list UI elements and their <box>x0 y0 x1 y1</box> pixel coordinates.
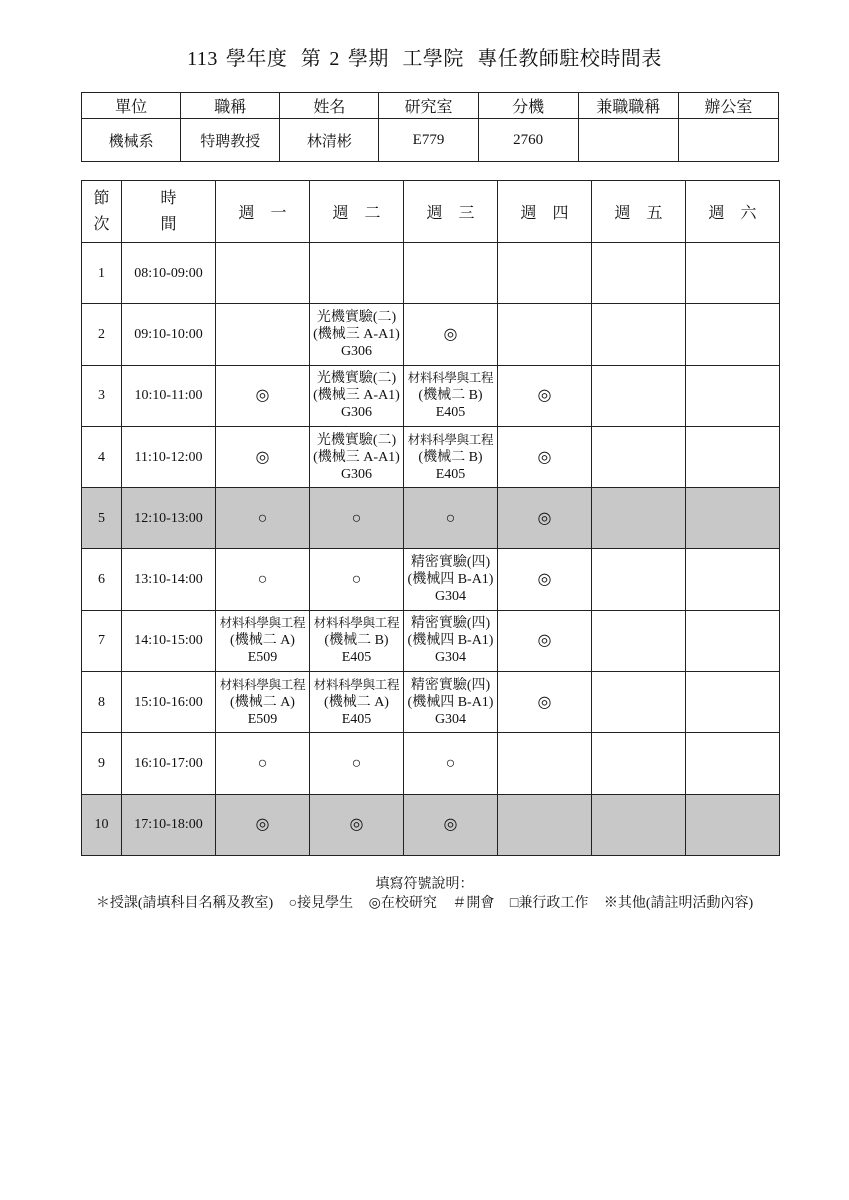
schedule-cell <box>404 426 498 487</box>
header-period-line2: 次 <box>93 215 110 233</box>
time-cell: 09:10-10:00 <box>122 304 216 365</box>
cell-text-line: (機械三 A-A1) <box>313 326 400 342</box>
header-day-mon: 週 一 <box>216 181 310 243</box>
table-row <box>82 365 780 426</box>
schedule-cell <box>404 243 498 304</box>
status-symbol: ◎ <box>255 387 270 405</box>
schedule-cell <box>686 426 780 487</box>
schedule-cell <box>498 426 592 487</box>
table-row <box>82 243 780 304</box>
cell-text-line: 精密實驗(四) <box>410 555 491 571</box>
schedule-cell <box>404 304 498 365</box>
schedule-cell <box>686 488 780 549</box>
info-header-parttime-title: 兼職職稱 <box>578 93 678 119</box>
cell-text-line: E405 <box>341 650 372 666</box>
period-cell: 5 <box>82 488 122 549</box>
title-college: 工學院 <box>402 48 464 70</box>
time-cell: 14:10-15:00 <box>122 610 216 671</box>
schedule-cell <box>592 733 686 794</box>
title-term: 2 <box>329 48 340 70</box>
time-cell: 17:10-18:00 <box>122 794 216 855</box>
cell-text-line: (機械二 A) <box>230 694 295 710</box>
cell-text-line: 材料科學與工程 <box>219 616 306 631</box>
info-value-name: 林清彬 <box>280 119 379 162</box>
schedule-cell <box>310 672 404 733</box>
status-symbol: ○ <box>351 571 362 589</box>
cell-text-line: (機械二 A) <box>230 633 295 649</box>
cell-text-line: 精密實驗(四) <box>410 616 491 632</box>
schedule-cell <box>592 243 686 304</box>
info-value-parttime-title <box>578 119 678 162</box>
title-term-prefix: 第 <box>300 48 322 70</box>
legend-title: 填寫符號說明： <box>375 877 474 892</box>
status-symbol: ○ <box>445 509 456 527</box>
info-header-admin-office: 辦公室 <box>678 93 778 119</box>
schedule-cell <box>498 304 592 365</box>
schedule-cell <box>498 243 592 304</box>
cell-text-line: (機械二 B) <box>418 449 483 465</box>
header-time-line2: 間 <box>160 215 177 233</box>
cell-text-line: 材料科學與工程 <box>407 432 494 447</box>
cell-text-line: (機械二 B) <box>324 633 389 649</box>
period-cell: 2 <box>82 304 122 365</box>
schedule-cell <box>498 610 592 671</box>
schedule-cell <box>686 304 780 365</box>
cell-text-line: E509 <box>247 711 278 727</box>
schedule-table <box>81 180 780 856</box>
legend-item-meeting-students: ○接見學生 <box>288 896 354 911</box>
info-value-office: E779 <box>379 119 478 162</box>
schedule-cell <box>310 243 404 304</box>
legend-item-other: ※其他(請註明活動內容) <box>603 896 754 911</box>
status-symbol: ◎ <box>537 448 552 466</box>
schedule-body <box>82 243 780 856</box>
schedule-cell <box>592 672 686 733</box>
schedule-cell <box>310 365 404 426</box>
table-row <box>82 672 780 733</box>
legend-item-teaching: ＊授課(請填科目名稱及教室) <box>95 896 274 911</box>
status-symbol: ◎ <box>255 816 270 834</box>
time-cell: 10:10-11:00 <box>122 365 216 426</box>
info-value-extension: 2760 <box>478 119 578 162</box>
cell-text-line: (機械三 A-A1) <box>313 388 400 404</box>
cell-text-line: G306 <box>340 343 373 359</box>
cell-text-line: E405 <box>435 405 466 421</box>
time-cell: 08:10-09:00 <box>122 243 216 304</box>
period-cell: 6 <box>82 549 122 610</box>
table-row <box>82 610 780 671</box>
cell-text-line: 材料科學與工程 <box>407 371 494 386</box>
table-row <box>82 488 780 549</box>
schedule-cell <box>216 243 310 304</box>
schedule-cell <box>592 549 686 610</box>
schedule-cell <box>310 733 404 794</box>
schedule-cell <box>310 549 404 610</box>
status-symbol: ◎ <box>537 387 552 405</box>
schedule-cell <box>498 488 592 549</box>
schedule-cell <box>216 733 310 794</box>
header-time-line1: 時 <box>160 189 177 207</box>
schedule-cell <box>404 733 498 794</box>
schedule-cell <box>592 426 686 487</box>
info-header-title: 職稱 <box>181 93 280 119</box>
info-header-office: 研究室 <box>379 93 478 119</box>
status-symbol: ◎ <box>349 816 364 834</box>
header-day-thu: 週 四 <box>498 181 592 243</box>
schedule-cell <box>310 426 404 487</box>
legend-item-meeting: ＃開會 <box>452 896 495 911</box>
cell-text-line: 材料科學與工程 <box>313 616 400 631</box>
cell-text-line: (機械二 B) <box>418 388 483 404</box>
info-value-row <box>82 119 779 162</box>
schedule-cell <box>498 794 592 855</box>
schedule-cell <box>686 733 780 794</box>
legend-item-admin: □兼行政工作 <box>509 896 589 911</box>
schedule-cell <box>310 488 404 549</box>
schedule-cell <box>404 549 498 610</box>
info-header-row <box>82 93 779 119</box>
schedule-cell <box>686 672 780 733</box>
status-symbol: ○ <box>257 755 268 773</box>
header-day-sat: 週 六 <box>686 181 780 243</box>
info-value-unit: 機械系 <box>82 119 181 162</box>
schedule-cell <box>310 304 404 365</box>
header-time <box>122 181 216 243</box>
header-day-fri: 週 五 <box>592 181 686 243</box>
schedule-cell <box>216 610 310 671</box>
cell-text-line: 精密實驗(四) <box>410 677 491 693</box>
cell-text-line: 材料科學與工程 <box>313 677 400 692</box>
schedule-cell <box>216 304 310 365</box>
period-cell: 10 <box>82 794 122 855</box>
page-title <box>0 42 849 71</box>
status-symbol: ◎ <box>443 325 458 343</box>
schedule-cell <box>404 488 498 549</box>
schedule-cell <box>592 304 686 365</box>
cell-text-line: 材料科學與工程 <box>219 677 306 692</box>
schedule-cell <box>686 610 780 671</box>
status-symbol: ◎ <box>537 509 552 527</box>
title-term-suffix: 學期 <box>347 48 389 70</box>
status-symbol: ◎ <box>443 816 458 834</box>
period-cell: 8 <box>82 672 122 733</box>
status-symbol: ◎ <box>537 632 552 650</box>
schedule-cell <box>404 365 498 426</box>
table-row <box>82 549 780 610</box>
schedule-cell <box>498 733 592 794</box>
header-period <box>82 181 122 243</box>
schedule-cell <box>404 672 498 733</box>
schedule-cell <box>686 365 780 426</box>
legend <box>0 892 849 912</box>
cell-text-line: G304 <box>434 589 467 605</box>
schedule-cell <box>216 794 310 855</box>
title-year: 113 <box>187 48 218 70</box>
cell-text-line: 光機實驗(二) <box>316 371 397 387</box>
cell-text-line: 光機實驗(二) <box>316 432 397 448</box>
table-row <box>82 794 780 855</box>
status-symbol: ◎ <box>537 693 552 711</box>
cell-text-line: (機械四 B-A1) <box>407 572 494 588</box>
table-row <box>82 304 780 365</box>
status-symbol: ○ <box>351 509 362 527</box>
status-symbol: ○ <box>351 755 362 773</box>
cell-text-line: G304 <box>434 650 467 666</box>
schedule-cell <box>592 488 686 549</box>
header-day-tue: 週 二 <box>310 181 404 243</box>
schedule-cell <box>498 672 592 733</box>
schedule-cell <box>216 549 310 610</box>
schedule-header-row <box>82 181 780 243</box>
title-doc-name: 專任教師駐校時間表 <box>477 48 662 70</box>
cell-text-line: (機械二 A) <box>324 694 389 710</box>
cell-text-line: (機械四 B-A1) <box>407 694 494 710</box>
schedule-cell <box>498 365 592 426</box>
cell-text-line: (機械三 A-A1) <box>313 449 400 465</box>
schedule-cell <box>592 610 686 671</box>
cell-text-line: G306 <box>340 466 373 482</box>
schedule-cell <box>404 794 498 855</box>
schedule-cell <box>498 549 592 610</box>
period-cell: 3 <box>82 365 122 426</box>
schedule-cell <box>404 610 498 671</box>
status-symbol: ◎ <box>537 571 552 589</box>
schedule-cell <box>686 243 780 304</box>
cell-text-line: 光機實驗(二) <box>316 309 397 325</box>
info-table <box>81 92 779 162</box>
period-cell: 9 <box>82 733 122 794</box>
info-header-unit: 單位 <box>82 93 181 119</box>
period-cell: 4 <box>82 426 122 487</box>
header-day-wed: 週 三 <box>404 181 498 243</box>
schedule-cell <box>216 488 310 549</box>
schedule-cell <box>592 794 686 855</box>
cell-text-line: E509 <box>247 650 278 666</box>
cell-text-line: E405 <box>341 711 372 727</box>
time-cell: 13:10-14:00 <box>122 549 216 610</box>
time-cell: 11:10-12:00 <box>122 426 216 487</box>
schedule-cell <box>310 794 404 855</box>
schedule-cell <box>216 365 310 426</box>
header-period-line1: 節 <box>93 189 110 207</box>
cell-text-line: E405 <box>435 466 466 482</box>
info-header-extension: 分機 <box>478 93 578 119</box>
table-row <box>82 733 780 794</box>
time-cell: 16:10-17:00 <box>122 733 216 794</box>
cell-text-line: (機械四 B-A1) <box>407 633 494 649</box>
schedule-cell <box>686 549 780 610</box>
schedule-cell <box>216 426 310 487</box>
time-cell: 12:10-13:00 <box>122 488 216 549</box>
period-cell: 7 <box>82 610 122 671</box>
info-value-title: 特聘教授 <box>181 119 280 162</box>
status-symbol: ◎ <box>255 448 270 466</box>
legend-item-research: ◎在校研究 <box>368 896 437 911</box>
schedule-cell <box>310 610 404 671</box>
status-symbol: ○ <box>257 571 268 589</box>
schedule-cell <box>686 794 780 855</box>
cell-text-line: G304 <box>434 711 467 727</box>
period-cell: 1 <box>82 243 122 304</box>
status-symbol: ○ <box>445 755 456 773</box>
info-header-name: 姓名 <box>280 93 379 119</box>
info-value-admin-office <box>678 119 778 162</box>
time-cell: 15:10-16:00 <box>122 672 216 733</box>
cell-text-line: G306 <box>340 405 373 421</box>
status-symbol: ○ <box>257 509 268 527</box>
schedule-cell <box>216 672 310 733</box>
title-year-label: 學年度 <box>225 48 288 70</box>
table-row <box>82 426 780 487</box>
schedule-cell <box>592 365 686 426</box>
